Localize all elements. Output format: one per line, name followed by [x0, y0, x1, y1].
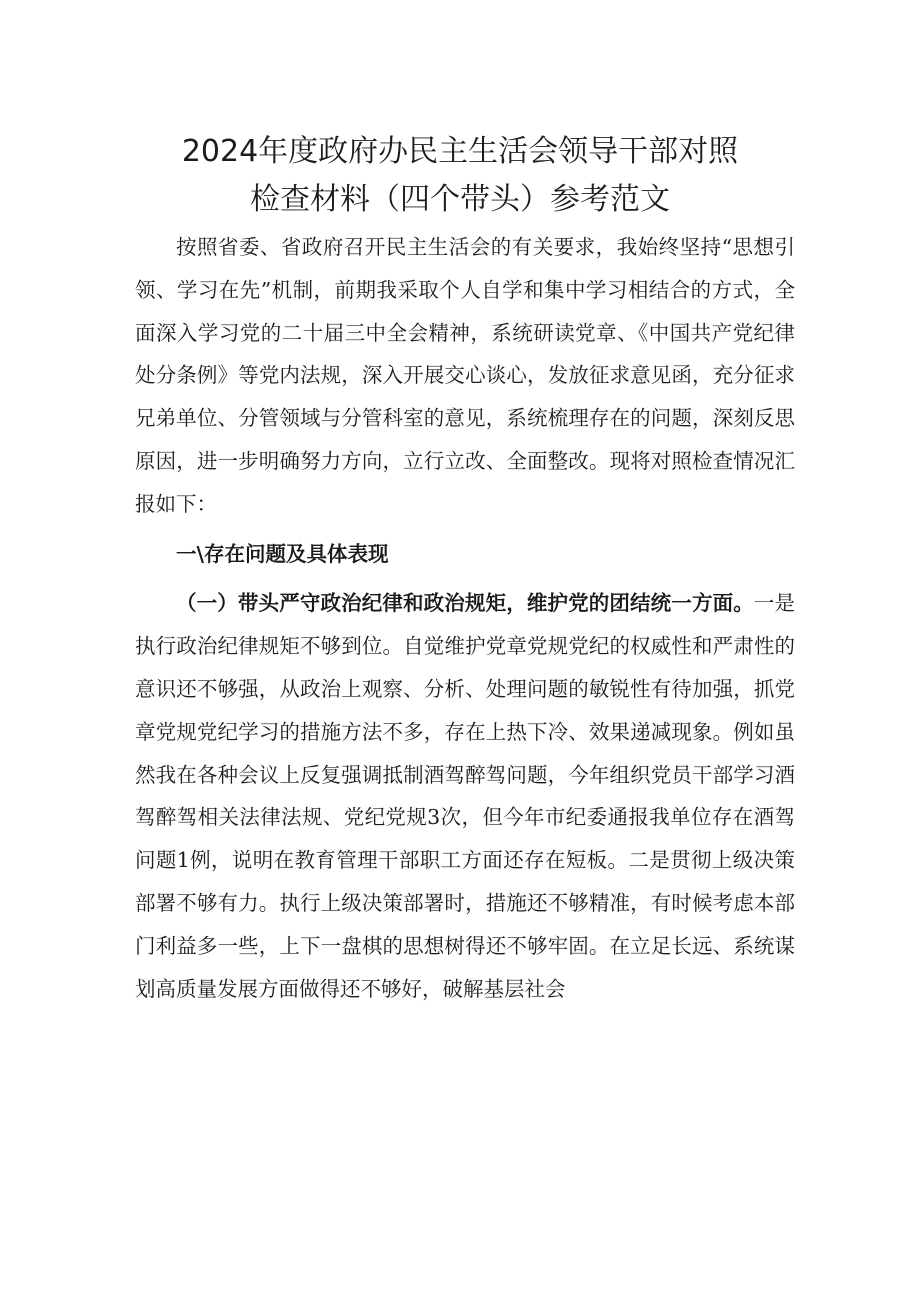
subsection-heading: （一）带头严守政治纪律和政治规矩，维护党的团结统一方面。 — [176, 591, 754, 616]
subsection-paragraph — [135, 582, 795, 1010]
section-heading: 一\存在问题及具体表现 — [176, 541, 389, 566]
title-line-2: 检查材料（四个带头）参考范文 — [250, 182, 670, 217]
document-body — [135, 226, 795, 1010]
intro-paragraph: 按照省委、省政府召开民主生活会的有关要求，我始终坚持“思想引领、学习在先”机制，前期我采取个人自学和集中学习相结合的方式，全面深入学习党的二十届三中全会精神，系统研读党章、《中国共产党纪律处分条例》等党内法规，深入开展交心谈心，发放征求意见函，充分征求兄弟单位、分管领域与分管科室的意见，系统梳理存在的问题，深刻反思原因，进一步明确努力方向，立行立改、全面整改。现将对照检查情况汇报如下： — [135, 235, 795, 516]
subsection-text: 一是执行政治纪律规矩不够到位。自觉维护党章党规党纪的权威性和严肃性的意识还不够强，从政治上观察、分析、处理问题的敏锐性有待加强，抓党章党规党纪学习的措施方法不多，存在上热下冷、效果递减现象。例如虽然我在各种会议上反复强调抵制酒驾醉驾问题，今年组织党员干部学习酒驾醉驾相关法律法规、党纪党规3次，但今年市纪委通报我单位存在酒驾问题1例，说明在教育管理干部职工方面还存在短板。二是贯彻上级决策部署不够有力。执行上级决策部署时，措施还不够精准，有时候考虑本部门利益多一些，上下一盘棋的思想树得还不够牢固。在立足长远、系统谋划高质量发展方面做得还不够好，破解基层社会 — [135, 591, 796, 1001]
title-line-1: 2024年度政府办民主生活会领导干部对照 — [181, 134, 739, 169]
document-title — [120, 128, 800, 224]
